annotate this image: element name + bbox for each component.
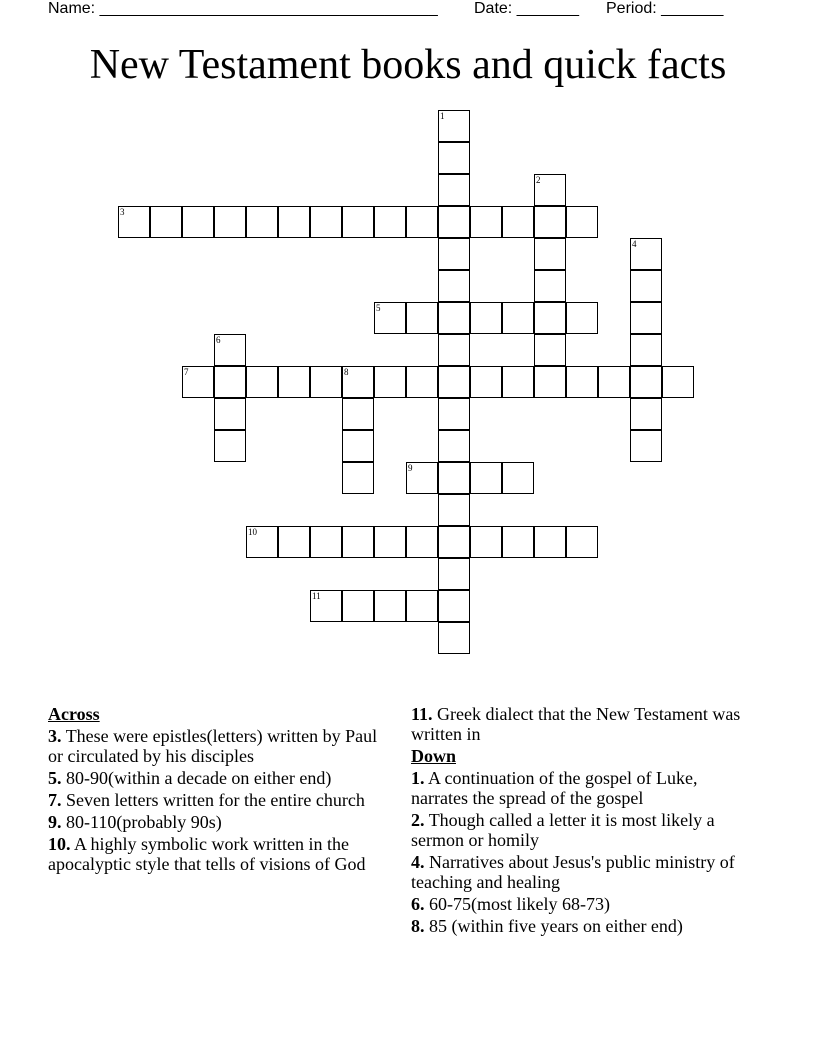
crossword-cell[interactable] (310, 526, 342, 558)
crossword-cell[interactable] (374, 206, 406, 238)
crossword-cell[interactable] (278, 206, 310, 238)
crossword-cell[interactable] (310, 206, 342, 238)
across-clue: 7. Seven letters written for the entire church (48, 790, 365, 810)
crossword-cell[interactable] (630, 334, 662, 366)
clue-number: 10 (248, 527, 257, 537)
crossword-cell[interactable] (438, 206, 470, 238)
crossword-cell[interactable] (150, 206, 182, 238)
crossword-cell[interactable] (214, 430, 246, 462)
crossword-cell[interactable] (502, 526, 534, 558)
across-clue: 9. 80-110(probably 90s) (48, 812, 222, 832)
down-clue: 1. A continuation of the gospel of Luke, narrates the spread of the gospel (411, 768, 698, 808)
crossword-cell[interactable] (438, 494, 470, 526)
crossword-cell[interactable] (630, 270, 662, 302)
crossword-cell[interactable] (534, 302, 566, 334)
crossword-cell[interactable] (470, 366, 502, 398)
crossword-cell[interactable] (534, 238, 566, 270)
crossword-cell[interactable] (502, 302, 534, 334)
crossword-cell[interactable] (438, 174, 470, 206)
crossword-cell[interactable] (374, 590, 406, 622)
crossword-cell[interactable] (342, 366, 374, 398)
across-heading: Across (48, 704, 100, 724)
crossword-cell[interactable] (374, 526, 406, 558)
crossword-cell[interactable] (566, 366, 598, 398)
crossword-cell[interactable] (630, 430, 662, 462)
name-field-label: Name: ______________________________________ (48, 0, 438, 17)
crossword-cell[interactable] (214, 398, 246, 430)
crossword-cell[interactable] (406, 206, 438, 238)
crossword-cell[interactable] (438, 462, 470, 494)
clue-number: 7 (184, 367, 189, 377)
across-clue: 10. A highly symbolic work written in the apocalyptic style that tells of visions of God (48, 834, 366, 874)
crossword-cell[interactable] (470, 462, 502, 494)
crossword-cell[interactable] (214, 206, 246, 238)
clues-left-column (48, 700, 393, 876)
crossword-cell[interactable] (438, 110, 470, 142)
clue-number: 4 (632, 239, 637, 249)
clue-number: 3 (120, 207, 125, 217)
crossword-cell[interactable] (566, 526, 598, 558)
crossword-cell[interactable] (470, 206, 502, 238)
crossword-cell[interactable] (534, 206, 566, 238)
crossword-cell[interactable] (534, 174, 566, 206)
crossword-cell[interactable] (598, 366, 630, 398)
crossword-cell[interactable] (438, 302, 470, 334)
crossword-cell[interactable] (662, 366, 694, 398)
crossword-cell[interactable] (374, 302, 406, 334)
crossword-cell[interactable] (470, 302, 502, 334)
across-clue: 11. Greek dialect that the New Testament was written in (411, 704, 741, 744)
crossword-cell[interactable] (534, 270, 566, 302)
down-clue: 8. 85 (within five years on either end) (411, 916, 683, 936)
crossword-cell[interactable] (278, 366, 310, 398)
crossword-cell[interactable] (438, 526, 470, 558)
crossword-cell[interactable] (406, 302, 438, 334)
crossword-cell[interactable] (438, 366, 470, 398)
clues-right-column (411, 700, 756, 938)
crossword-cell[interactable] (630, 366, 662, 398)
clue-number: 6 (216, 335, 221, 345)
page-title: New Testament books and quick facts (89, 42, 727, 88)
crossword-cell[interactable] (342, 526, 374, 558)
crossword-cell[interactable] (342, 462, 374, 494)
crossword-cell[interactable] (438, 622, 470, 654)
crossword-cell[interactable] (406, 526, 438, 558)
crossword-cell[interactable] (406, 590, 438, 622)
across-clue: 3. These were epistles(letters) written by Paul or circulated by his disciples (48, 726, 378, 766)
crossword-cell[interactable] (502, 366, 534, 398)
crossword-cell[interactable] (438, 142, 470, 174)
down-clue: 6. 60-75(most likely 68-73) (411, 894, 610, 914)
date-field-label: Date: _______ (474, 0, 579, 17)
crossword-cell[interactable] (342, 398, 374, 430)
clue-number: 9 (408, 463, 413, 473)
crossword-cell[interactable] (630, 398, 662, 430)
crossword-cell[interactable] (438, 334, 470, 366)
crossword-cell[interactable] (214, 366, 246, 398)
crossword-cell[interactable] (566, 302, 598, 334)
crossword-cell[interactable] (342, 430, 374, 462)
crossword-cell[interactable] (438, 430, 470, 462)
crossword-cell[interactable] (182, 366, 214, 398)
clue-number: 8 (344, 367, 349, 377)
crossword-cell[interactable] (470, 526, 502, 558)
crossword-cell[interactable] (118, 206, 150, 238)
crossword-cell[interactable] (214, 334, 246, 366)
clue-number: 2 (536, 175, 541, 185)
crossword-cell[interactable] (438, 238, 470, 270)
crossword-cell[interactable] (310, 590, 342, 622)
down-clue: 4. Narratives about Jesus's public ministry of teaching and healing (411, 852, 735, 892)
crossword-cell[interactable] (246, 366, 278, 398)
crossword-cell[interactable] (534, 366, 566, 398)
crossword-cell[interactable] (630, 238, 662, 270)
crossword-cell[interactable] (502, 206, 534, 238)
crossword-cell[interactable] (374, 366, 406, 398)
crossword-cell[interactable] (534, 334, 566, 366)
crossword-cell[interactable] (406, 462, 438, 494)
crossword-cell[interactable] (566, 206, 598, 238)
down-heading: Down (411, 746, 457, 766)
crossword-cell[interactable] (502, 462, 534, 494)
clue-number: 11 (312, 591, 321, 601)
crossword-cell[interactable] (246, 206, 278, 238)
crossword-cell[interactable] (406, 366, 438, 398)
crossword-cell[interactable] (438, 270, 470, 302)
clue-number: 1 (440, 111, 445, 121)
crossword-cell[interactable] (342, 206, 374, 238)
crossword-cell[interactable] (438, 558, 470, 590)
clue-number: 5 (376, 303, 381, 313)
crossword-cell[interactable] (246, 526, 278, 558)
crossword-cell[interactable] (438, 590, 470, 622)
across-clue: 5. 80-90(within a decade on either end) (48, 768, 332, 788)
crossword-cell[interactable] (310, 366, 342, 398)
crossword-cell[interactable] (278, 526, 310, 558)
crossword-cell[interactable] (342, 590, 374, 622)
period-field-label: Period: _______ (606, 0, 724, 17)
crossword-cell[interactable] (534, 526, 566, 558)
down-clue: 2. Though called a letter it is most likely a sermon or homily (411, 810, 715, 850)
crossword-cell[interactable] (630, 302, 662, 334)
crossword-cell[interactable] (438, 398, 470, 430)
crossword-cell[interactable] (182, 206, 214, 238)
